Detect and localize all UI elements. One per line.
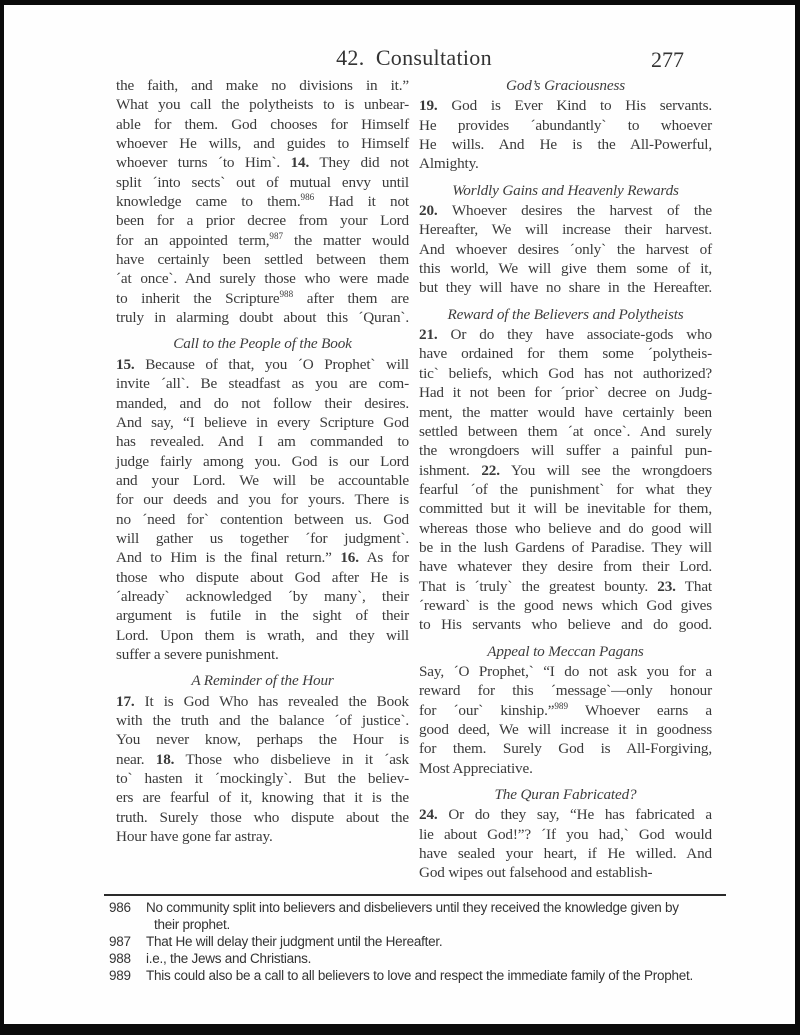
text-line: no ´need for` contention between us. God	[116, 510, 409, 528]
text-line: And to Him is the final return.” 16. As for	[116, 549, 409, 567]
text-line: ers are fearful of it, knowing that it is the	[116, 789, 409, 807]
text-line: ishment. 22. You will see the wrongdoers	[419, 461, 712, 479]
paragraph	[419, 325, 712, 635]
text-line: ment, the matter would have certainly been	[419, 403, 712, 421]
text-line: the wrongdoers will suffer a painful pun-	[419, 442, 712, 460]
text-line: good deed, We will increase it in goodness	[419, 721, 712, 738]
text-line: That is ´truly` the greatest bounty. 23. That	[419, 577, 712, 595]
text-line: lie about God!”? ´If you had,` God would	[419, 825, 712, 843]
paragraph	[116, 692, 409, 847]
text-line: You never know, perhaps the Hour is	[116, 731, 409, 749]
footnote-text: That He will delay their judgment until the Hereafter.	[146, 934, 443, 949]
section-heading: A Reminder of the Hour	[191, 672, 334, 690]
text-line: manded, and do not follow their desires.	[116, 394, 409, 412]
text-line: have whatever they desire from their Lord.	[419, 558, 712, 576]
text-line: truly in alarming doubt about this ´Quran`.	[116, 309, 409, 327]
text-line: the faith, and make no divisions in it.”	[116, 77, 409, 94]
footnote-item	[104, 899, 726, 933]
text-line: with the truth and the balance ´of justice`.	[116, 712, 409, 729]
text-line: Most Appreciative.	[419, 759, 533, 777]
text-line: whoever He wills, and guides to Himself	[116, 135, 409, 153]
paragraph	[419, 96, 712, 173]
paragraph	[116, 76, 409, 327]
section-heading: Worldly Gains and Heavenly Rewards	[452, 181, 679, 199]
text-line: And say, “I believe in every Scripture God	[116, 413, 409, 431]
text-line: He provides ´abundantly` to whoever	[419, 116, 712, 134]
paragraph	[419, 662, 712, 778]
text-line: for ´our` kinship.”$^{989}$ Whoever earns a	[419, 700, 713, 719]
text-line: to` hasten it ´mockingly`. But the believ-	[116, 770, 409, 788]
text-line: whoever turns ´to Him`. 14. They did not	[116, 154, 410, 172]
footnote-text: No community split into believers and disbelievers until they received the knowledge given by	[146, 900, 679, 915]
text-line: for an appointed term,$^{987}$ the matter would	[116, 230, 410, 249]
text-line: reward for this ´message`—only honour	[419, 682, 712, 700]
text-line: Hereafter, We will increase their harvest.	[419, 221, 712, 239]
section-heading: Appeal to Meccan Pagans	[487, 642, 644, 660]
section-heading: Reward of the Believers and Polytheists	[447, 305, 684, 323]
footnote-text: i.e., the Jews and Christians.	[146, 951, 312, 966]
paragraph	[419, 805, 712, 882]
text-line: whereas those who believe and do good will	[419, 519, 712, 537]
footnote-continuation: their prophet.	[154, 917, 231, 932]
text-line: 24. Or do they say, “He has fabricated a	[419, 806, 712, 824]
footnote-line	[104, 950, 726, 967]
text-line: but they will have no share in the Hereafter.	[419, 279, 712, 297]
text-line: and your Lord. We will be accountable	[116, 471, 409, 489]
text-line: those who dispute about God after He is	[116, 568, 409, 586]
text-line: ´at once`. And surely those who were made	[116, 270, 409, 288]
text-line: have certainly been settled between them	[116, 251, 409, 269]
text-line: for them. Surely God is All-Forgiving,	[419, 740, 712, 758]
paragraph	[116, 355, 409, 665]
text-line: fearful ´of the punishment` for what they	[419, 480, 712, 498]
text-line: And whoever desires ´only` the harvest of	[419, 240, 712, 258]
footnote-line	[104, 967, 726, 984]
text-line: ´already` acknowledged ´by many`, their	[116, 587, 409, 605]
text-line: Say, ´O Prophet,` “I do not ask you for a	[419, 662, 712, 680]
footnotes-section	[104, 894, 726, 984]
text-line: near. 18. Those who disbelieve in it ´ask	[116, 750, 409, 768]
text-line: ´reward` is the good news which God gives	[419, 596, 712, 614]
text-line: to inherit the Scripture$^{988}$ after them are	[116, 288, 409, 307]
footnote-number: 988	[109, 951, 131, 966]
text-line: Had it not been for ´prior` decree on Judg-	[419, 384, 712, 402]
text-line: will gather us together ´for judgment`.	[116, 529, 409, 547]
page-number: 277	[651, 47, 684, 72]
text-line: has revealed. And I am commanded to	[116, 433, 409, 451]
text-line: to His servants who believe and do good.	[419, 616, 712, 634]
footnote-number: 986	[109, 900, 131, 915]
text-line: have sealed your heart, if He willed. And	[419, 845, 712, 863]
text-line: 19. God is Ever Kind to His servants.	[419, 97, 712, 115]
text-line: split ´into sects` out of mutual envy until	[116, 173, 409, 191]
text-line: committed but it will be inevitable for them,	[419, 500, 712, 518]
text-line: suffer a severe punishment.	[116, 645, 279, 663]
text-line: 21. Or do they have associate-gods who	[419, 326, 712, 344]
page-header	[116, 45, 712, 71]
text-line: What you call the polytheists to is unbear-	[116, 96, 409, 114]
text-line: judge fairly among you. God is our Lord	[116, 452, 409, 470]
text-line: 15. Because of that, you ´O Prophet` will	[116, 355, 409, 373]
footnote-item	[104, 967, 726, 984]
text-line: settled between them ´at once`. And surely	[419, 422, 712, 440]
footnote-item	[104, 933, 726, 950]
footnote-line	[104, 933, 726, 950]
text-line: He wills. And He is the All-Powerful,	[419, 136, 712, 154]
text-line: invite ´all`. Be steadfast as you are com-	[116, 375, 409, 393]
text-line: Lord. Upon them is wrath, and they will	[116, 626, 409, 644]
text-line: knowledge came to them.$^{986}$ Had it not	[116, 192, 409, 211]
footnote-number: 987	[109, 934, 131, 949]
section-heading: The Quran Fabricated?	[494, 786, 637, 804]
body-text	[116, 76, 712, 883]
section-heading: God’s Graciousness	[506, 77, 625, 94]
footnote-text: This could also be a call to all believers to love and respect the immediate family of the Prophet.	[146, 968, 694, 983]
text-line: be in the lush Gardens of Paradise. They will	[419, 538, 712, 556]
text-line: argument is futile in the sight of their	[116, 607, 409, 625]
text-line: God wipes out falsehood and establish-	[419, 864, 653, 882]
page-title: 42. Consultation	[336, 45, 492, 70]
text-line: for our deeds and you for yours. There is	[116, 491, 409, 509]
paragraph	[419, 201, 712, 298]
text-line: 20. Whoever desires the harvest of the	[419, 202, 712, 220]
left-column	[116, 76, 409, 846]
right-column	[419, 76, 712, 883]
text-line: been for a prior decree from your Lord	[116, 212, 409, 230]
text-line: Hour have gone far astray.	[116, 828, 273, 846]
text-line: able for them. God chooses for Himself	[116, 115, 409, 133]
footnote-number: 989	[109, 968, 131, 983]
text-line: this world, We will give them some of it,	[419, 260, 712, 278]
section-heading: Call to the People of the Book	[173, 335, 352, 353]
text-line: Almighty.	[419, 155, 479, 173]
page-container	[4, 5, 795, 1024]
footnote-item	[104, 950, 726, 967]
text-line: have ordained for them some ´polytheis-	[419, 345, 712, 363]
footnote-line	[104, 899, 726, 916]
text-line: truth. Surely those who dispute about the	[116, 808, 409, 826]
text-line: 17. It is God Who has revealed the Book	[116, 692, 409, 710]
text-line: tic` beliefs, which God has not authorized?	[419, 364, 712, 382]
